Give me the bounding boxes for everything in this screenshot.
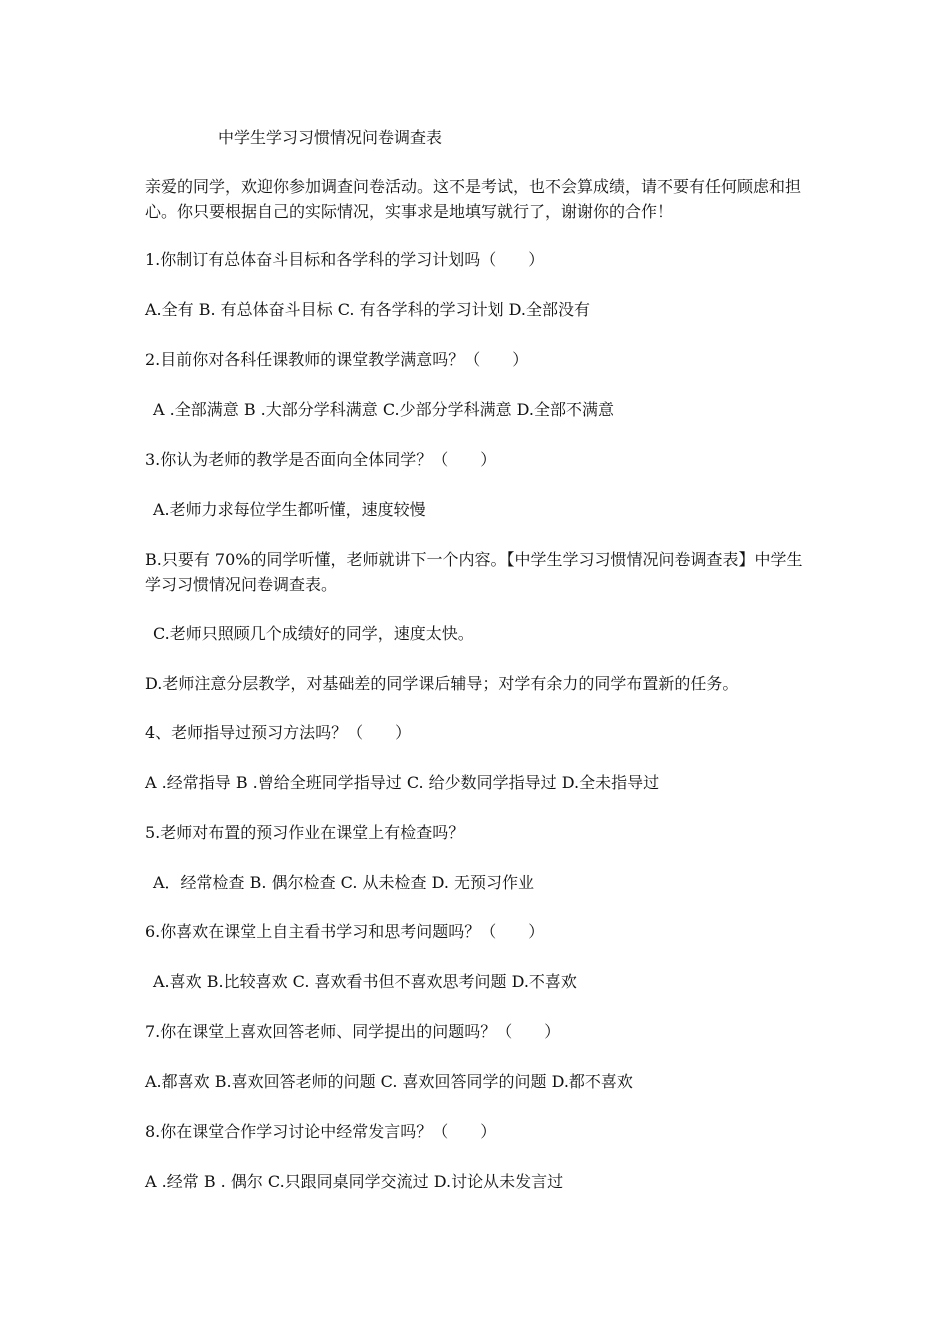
question-6-options: A.喜欢 B.比较喜欢 C. 喜欢看书但不喜欢思考问题 D.不喜欢 — [153, 972, 577, 991]
question-8-options: A .经常 B . 偶尔 C.只跟同桌同学交流过 D.讨论从未发言过 — [145, 1172, 564, 1191]
question-3: 3.你认为老师的教学是否面向全体同学？（ ） — [145, 450, 497, 469]
question-1-options: A.全有 B. 有总体奋斗目标 C. 有各学科的学习计划 D.全部没有 — [145, 300, 591, 319]
question-4: 4、老师指导过预习方法吗？（ ） — [145, 723, 412, 742]
question-4-options: A .经常指导 B .曾给全班同学指导过 C. 给少数同学指导过 D.全未指导过 — [145, 773, 660, 792]
question-5: 5.老师对布置的预习作业在课堂上有检查吗？ — [145, 823, 465, 842]
question-7: 7.你在课堂上喜欢回答老师、同学提出的问题吗？（ ） — [145, 1022, 561, 1041]
question-6: 6.你喜欢在课堂上自主看书学习和思考问题吗？（ ） — [145, 922, 545, 941]
question-3-option-a: A.老师力求每位学生都听懂，速度较慢 — [153, 500, 426, 519]
question-5-options: A．经常检查 B. 偶尔检查 C. 从未检查 D. 无预习作业 — [153, 873, 535, 892]
question-2: 2.目前你对各科任课教师的课堂教学满意吗？（ ） — [145, 350, 529, 369]
question-3-option-c: C.老师只照顾几个成绩好的同学，速度太快。 — [153, 624, 474, 643]
document-title: 中学生学习习惯情况问卷调查表 — [218, 128, 443, 147]
question-1: 1.你制订有总体奋斗目标和各学科的学习计划吗（ ） — [145, 250, 545, 269]
question-2-options: A .全部满意 B .大部分学科满意 C.少部分学科满意 D.全部不满意 — [153, 400, 615, 419]
question-3-option-b: B.只要有 70%的同学听懂，老师就讲下一个内容。【中学生学习习惯情况问卷调查表】中学生学习习惯情况问卷调查表。 — [145, 550, 803, 594]
question-3-option-d: D.老师注意分层教学，对基础差的同学课后辅导；对学有余力的同学布置新的任务。 — [145, 674, 739, 693]
intro-paragraph: 亲爱的同学，欢迎你参加调查问卷活动。这不是考试，也不会算成绩，请不要有任何顾虑和担心。你只要根据自己的实际情况，实事求是地填写就行了，谢谢你的合作！ — [145, 177, 802, 221]
question-7-options: A.都喜欢 B.喜欢回答老师的问题 C. 喜欢回答同学的问题 D.都不喜欢 — [145, 1072, 633, 1091]
question-8: 8.你在课堂合作学习讨论中经常发言吗？（ ） — [145, 1122, 497, 1141]
